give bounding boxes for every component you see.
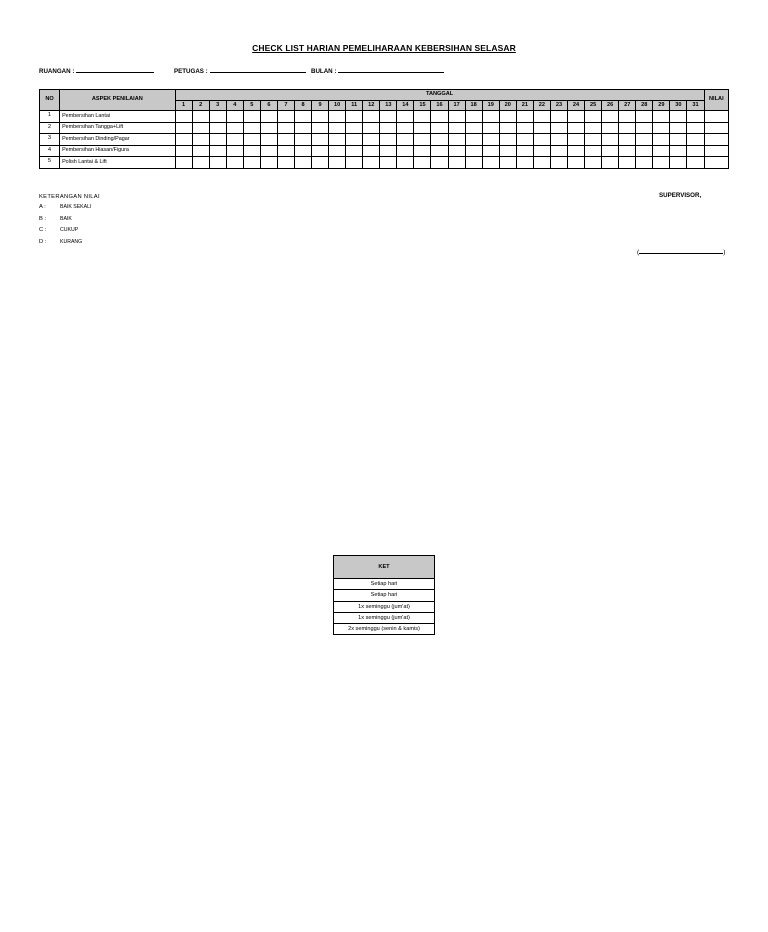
day-cell[interactable] xyxy=(414,145,431,157)
day-cell[interactable] xyxy=(243,145,260,157)
day-cell[interactable] xyxy=(363,134,380,146)
document-title: CHECK LIST HARIAN PEMELIHARAAN KEBERSIHAN SELASAR xyxy=(252,43,516,53)
row-aspek: Polish Lantai & Lift xyxy=(60,157,175,169)
ket-cell: 1x seminggu (jum'at) xyxy=(334,612,435,623)
row-aspek: Pembersihan Lantai xyxy=(60,111,175,123)
col-aspek-header: ASPEK PENILAIAN xyxy=(60,90,175,111)
day-header: 13 xyxy=(380,101,397,111)
day-cell[interactable] xyxy=(312,122,329,134)
day-cell[interactable] xyxy=(380,134,397,146)
supervisor-label: SUPERVISOR, xyxy=(659,192,702,199)
day-cell[interactable] xyxy=(363,157,380,169)
day-cell[interactable] xyxy=(294,145,311,157)
day-cell[interactable] xyxy=(550,111,567,123)
row-aspek: Pembersihan Hiasan/Figura xyxy=(60,145,175,157)
day-cell[interactable] xyxy=(329,157,346,169)
day-header: 29 xyxy=(653,101,670,111)
day-cell[interactable] xyxy=(499,157,516,169)
day-cell[interactable] xyxy=(687,134,704,146)
day-cell[interactable] xyxy=(226,145,243,157)
keterangan-item xyxy=(39,239,100,251)
table-row xyxy=(40,145,729,157)
keterangan-value: CUKUP xyxy=(60,227,79,233)
day-cell[interactable] xyxy=(636,111,653,123)
day-cell[interactable] xyxy=(431,157,448,169)
keterangan-value: BAIK SEKALI xyxy=(60,204,92,210)
day-cell[interactable] xyxy=(346,157,363,169)
ket-row xyxy=(334,590,435,601)
day-cell[interactable] xyxy=(277,157,294,169)
col-nilai-header: NILAI xyxy=(704,90,728,111)
day-cell[interactable] xyxy=(260,145,277,157)
day-cell[interactable] xyxy=(397,122,414,134)
day-cell[interactable] xyxy=(482,111,499,123)
day-header: 1 xyxy=(175,101,192,111)
day-cell[interactable] xyxy=(516,134,533,146)
day-cell[interactable] xyxy=(397,157,414,169)
day-cell[interactable] xyxy=(482,134,499,146)
day-cell[interactable] xyxy=(670,134,687,146)
day-cell[interactable] xyxy=(636,145,653,157)
day-cell[interactable] xyxy=(260,134,277,146)
petugas-blank[interactable] xyxy=(210,67,306,73)
ruangan-field xyxy=(39,67,154,75)
col-no-header: NO xyxy=(40,90,60,111)
day-cell[interactable] xyxy=(294,122,311,134)
keterangan-value: KURANG xyxy=(60,238,83,245)
day-cell[interactable] xyxy=(482,122,499,134)
day-cell[interactable] xyxy=(448,157,465,169)
row-no: 3 xyxy=(40,134,60,146)
day-cell[interactable] xyxy=(243,122,260,134)
ruangan-label: RUANGAN : xyxy=(39,68,75,75)
ket-header: KET xyxy=(334,556,435,579)
day-header: 19 xyxy=(482,101,499,111)
day-cell[interactable] xyxy=(602,134,619,146)
day-cell[interactable] xyxy=(329,145,346,157)
day-cell[interactable] xyxy=(516,111,533,123)
day-cell[interactable] xyxy=(602,145,619,157)
day-cell[interactable] xyxy=(431,111,448,123)
ket-cell: 1x seminggu (jum'at) xyxy=(334,601,435,612)
ket-row xyxy=(334,624,435,635)
ket-cell: Setiap hari xyxy=(334,590,435,601)
day-header: 25 xyxy=(585,101,602,111)
day-header: 6 xyxy=(260,101,277,111)
day-cell[interactable] xyxy=(363,145,380,157)
col-tanggal-header: TANGGAL xyxy=(175,90,704,101)
day-cell[interactable] xyxy=(653,157,670,169)
day-cell[interactable] xyxy=(277,145,294,157)
day-cell[interactable] xyxy=(653,134,670,146)
day-cell[interactable] xyxy=(482,157,499,169)
day-cell[interactable] xyxy=(346,111,363,123)
day-header: 26 xyxy=(602,101,619,111)
day-cell[interactable] xyxy=(585,122,602,134)
day-cell[interactable] xyxy=(380,122,397,134)
day-cell[interactable] xyxy=(499,134,516,146)
nilai-cell[interactable] xyxy=(704,134,728,146)
keterangan-key: A : xyxy=(39,204,46,210)
supervisor-signature xyxy=(637,248,725,256)
day-header: 7 xyxy=(277,101,294,111)
day-cell[interactable] xyxy=(516,157,533,169)
day-header: 16 xyxy=(431,101,448,111)
day-cell[interactable] xyxy=(516,122,533,134)
day-cell[interactable] xyxy=(533,111,550,123)
day-header: 14 xyxy=(397,101,414,111)
ket-row xyxy=(334,579,435,590)
day-cell[interactable] xyxy=(243,111,260,123)
day-cell[interactable] xyxy=(175,122,192,134)
day-cell[interactable] xyxy=(380,145,397,157)
day-cell[interactable] xyxy=(670,145,687,157)
nilai-cell[interactable] xyxy=(704,157,728,169)
day-cell[interactable] xyxy=(465,122,482,134)
day-cell[interactable] xyxy=(209,134,226,146)
keterangan-item xyxy=(39,216,100,228)
day-cell[interactable] xyxy=(499,111,516,123)
keterangan-key: C : xyxy=(39,227,47,233)
day-cell[interactable] xyxy=(516,145,533,157)
day-cell[interactable] xyxy=(636,157,653,169)
day-cell[interactable] xyxy=(465,145,482,157)
open-paren: ( xyxy=(637,249,640,256)
nilai-cell[interactable] xyxy=(704,145,728,157)
checklist-table xyxy=(39,89,729,169)
day-cell[interactable] xyxy=(329,111,346,123)
keterangan-heading: KETERANGAN NILAI xyxy=(39,194,100,200)
petugas-field xyxy=(174,67,306,75)
keterangan-nilai xyxy=(39,194,100,250)
day-cell[interactable] xyxy=(431,122,448,134)
table-row xyxy=(40,111,729,123)
day-cell[interactable] xyxy=(209,122,226,134)
day-cell[interactable] xyxy=(397,134,414,146)
day-cell[interactable] xyxy=(312,145,329,157)
day-header: 4 xyxy=(226,101,243,111)
ruangan-blank[interactable] xyxy=(76,67,154,73)
day-cell[interactable] xyxy=(687,111,704,123)
day-cell[interactable] xyxy=(431,145,448,157)
day-header: 11 xyxy=(346,101,363,111)
day-cell[interactable] xyxy=(226,134,243,146)
close-paren: ) xyxy=(723,249,726,256)
row-no: 2 xyxy=(40,122,60,134)
ket-table xyxy=(333,555,435,635)
day-cell[interactable] xyxy=(670,111,687,123)
day-cell[interactable] xyxy=(550,122,567,134)
day-cell[interactable] xyxy=(277,134,294,146)
day-cell[interactable] xyxy=(260,111,277,123)
day-cell[interactable] xyxy=(653,122,670,134)
bulan-field xyxy=(311,67,444,75)
day-cell[interactable] xyxy=(602,157,619,169)
day-cell[interactable] xyxy=(499,145,516,157)
day-cell[interactable] xyxy=(687,157,704,169)
day-cell[interactable] xyxy=(260,157,277,169)
day-cell[interactable] xyxy=(414,134,431,146)
day-cell[interactable] xyxy=(226,111,243,123)
day-cell[interactable] xyxy=(567,122,584,134)
day-cell[interactable] xyxy=(209,111,226,123)
day-cell[interactable] xyxy=(175,134,192,146)
bulan-blank[interactable] xyxy=(338,67,444,73)
day-cell[interactable] xyxy=(397,111,414,123)
day-header: 5 xyxy=(243,101,260,111)
row-aspek: Pembersihan Dinding/Pagar xyxy=(60,134,175,146)
day-cell[interactable] xyxy=(670,157,687,169)
keterangan-key: D : xyxy=(39,238,47,245)
day-header: 12 xyxy=(363,101,380,111)
day-cell[interactable] xyxy=(619,111,636,123)
day-cell[interactable] xyxy=(567,157,584,169)
day-cell[interactable] xyxy=(192,157,209,169)
day-cell[interactable] xyxy=(312,157,329,169)
day-header: 3 xyxy=(209,101,226,111)
day-cell[interactable] xyxy=(499,122,516,134)
day-cell[interactable] xyxy=(312,111,329,123)
day-cell[interactable] xyxy=(226,157,243,169)
day-cell[interactable] xyxy=(448,145,465,157)
day-cell[interactable] xyxy=(636,134,653,146)
keterangan-item xyxy=(39,227,100,239)
keterangan-key: B : xyxy=(39,215,47,222)
day-cell[interactable] xyxy=(209,157,226,169)
day-header: 21 xyxy=(516,101,533,111)
day-cell[interactable] xyxy=(550,145,567,157)
day-cell[interactable] xyxy=(448,134,465,146)
table-row xyxy=(40,134,729,146)
day-cell[interactable] xyxy=(465,157,482,169)
day-cell[interactable] xyxy=(567,134,584,146)
day-cell[interactable] xyxy=(567,111,584,123)
row-no: 4 xyxy=(40,145,60,157)
ket-cell: Setiap hari xyxy=(334,579,435,590)
day-cell[interactable] xyxy=(192,134,209,146)
day-header: 22 xyxy=(533,101,550,111)
day-cell[interactable] xyxy=(602,111,619,123)
day-header: 10 xyxy=(329,101,346,111)
day-header: 30 xyxy=(670,101,687,111)
day-cell[interactable] xyxy=(482,145,499,157)
day-cell[interactable] xyxy=(585,157,602,169)
day-cell[interactable] xyxy=(687,145,704,157)
day-cell[interactable] xyxy=(670,122,687,134)
day-cell[interactable] xyxy=(414,157,431,169)
day-cell[interactable] xyxy=(619,122,636,134)
day-header: 2 xyxy=(192,101,209,111)
day-cell[interactable] xyxy=(397,145,414,157)
day-cell[interactable] xyxy=(567,145,584,157)
day-cell[interactable] xyxy=(448,111,465,123)
day-cell[interactable] xyxy=(175,145,192,157)
day-cell[interactable] xyxy=(363,111,380,123)
table-row xyxy=(40,157,729,169)
day-cell[interactable] xyxy=(687,122,704,134)
day-cell[interactable] xyxy=(277,122,294,134)
row-aspek: Pembersihan Tangga+Lift xyxy=(60,122,175,134)
day-cell[interactable] xyxy=(465,134,482,146)
nilai-cell[interactable] xyxy=(704,122,728,134)
day-cell[interactable] xyxy=(175,157,192,169)
ket-row xyxy=(334,612,435,623)
day-cell[interactable] xyxy=(619,157,636,169)
petugas-label: PETUGAS : xyxy=(174,68,208,75)
bulan-label: BULAN : xyxy=(311,68,337,75)
day-cell[interactable] xyxy=(192,145,209,157)
signature-blank[interactable] xyxy=(639,248,726,256)
day-cell[interactable] xyxy=(192,111,209,123)
day-header: 18 xyxy=(465,101,482,111)
day-header: 15 xyxy=(414,101,431,111)
day-cell[interactable] xyxy=(312,134,329,146)
day-header: 9 xyxy=(312,101,329,111)
ket-cell: 2x seminggu (senin & kamis) xyxy=(334,624,435,635)
day-cell[interactable] xyxy=(329,122,346,134)
day-header: 31 xyxy=(687,101,704,111)
day-cell[interactable] xyxy=(363,122,380,134)
day-cell[interactable] xyxy=(636,122,653,134)
day-cell[interactable] xyxy=(448,122,465,134)
keterangan-value: BAIK xyxy=(60,215,72,222)
day-cell[interactable] xyxy=(294,134,311,146)
day-cell[interactable] xyxy=(175,111,192,123)
ket-row xyxy=(334,601,435,612)
day-cell[interactable] xyxy=(653,111,670,123)
day-cell[interactable] xyxy=(533,157,550,169)
day-header: 8 xyxy=(294,101,311,111)
day-cell[interactable] xyxy=(619,145,636,157)
day-header: 24 xyxy=(567,101,584,111)
day-cell[interactable] xyxy=(414,122,431,134)
day-cell[interactable] xyxy=(209,145,226,157)
day-cell[interactable] xyxy=(294,157,311,169)
day-cell[interactable] xyxy=(550,157,567,169)
day-header: 23 xyxy=(550,101,567,111)
row-no: 1 xyxy=(40,111,60,123)
keterangan-item xyxy=(39,204,100,216)
table-row xyxy=(40,122,729,134)
day-cell[interactable] xyxy=(380,111,397,123)
row-no: 5 xyxy=(40,157,60,169)
day-cell[interactable] xyxy=(585,145,602,157)
day-header: 27 xyxy=(619,101,636,111)
day-cell[interactable] xyxy=(226,122,243,134)
day-cell[interactable] xyxy=(619,134,636,146)
day-cell[interactable] xyxy=(243,134,260,146)
nilai-cell[interactable] xyxy=(704,111,728,123)
day-cell[interactable] xyxy=(585,111,602,123)
day-cell[interactable] xyxy=(329,134,346,146)
day-cell[interactable] xyxy=(192,122,209,134)
day-cell[interactable] xyxy=(585,134,602,146)
day-cell[interactable] xyxy=(294,111,311,123)
day-header: 28 xyxy=(636,101,653,111)
day-header: 20 xyxy=(499,101,516,111)
day-cell[interactable] xyxy=(346,122,363,134)
day-cell[interactable] xyxy=(277,111,294,123)
day-cell[interactable] xyxy=(346,134,363,146)
day-cell[interactable] xyxy=(533,134,550,146)
day-cell[interactable] xyxy=(550,134,567,146)
day-cell[interactable] xyxy=(602,122,619,134)
day-cell[interactable] xyxy=(533,145,550,157)
day-header: 17 xyxy=(448,101,465,111)
day-cell[interactable] xyxy=(346,145,363,157)
day-cell[interactable] xyxy=(260,122,277,134)
day-cell[interactable] xyxy=(380,157,397,169)
day-cell[interactable] xyxy=(414,111,431,123)
day-cell[interactable] xyxy=(533,122,550,134)
day-cell[interactable] xyxy=(243,157,260,169)
day-cell[interactable] xyxy=(431,134,448,146)
day-cell[interactable] xyxy=(653,145,670,157)
day-cell[interactable] xyxy=(465,111,482,123)
